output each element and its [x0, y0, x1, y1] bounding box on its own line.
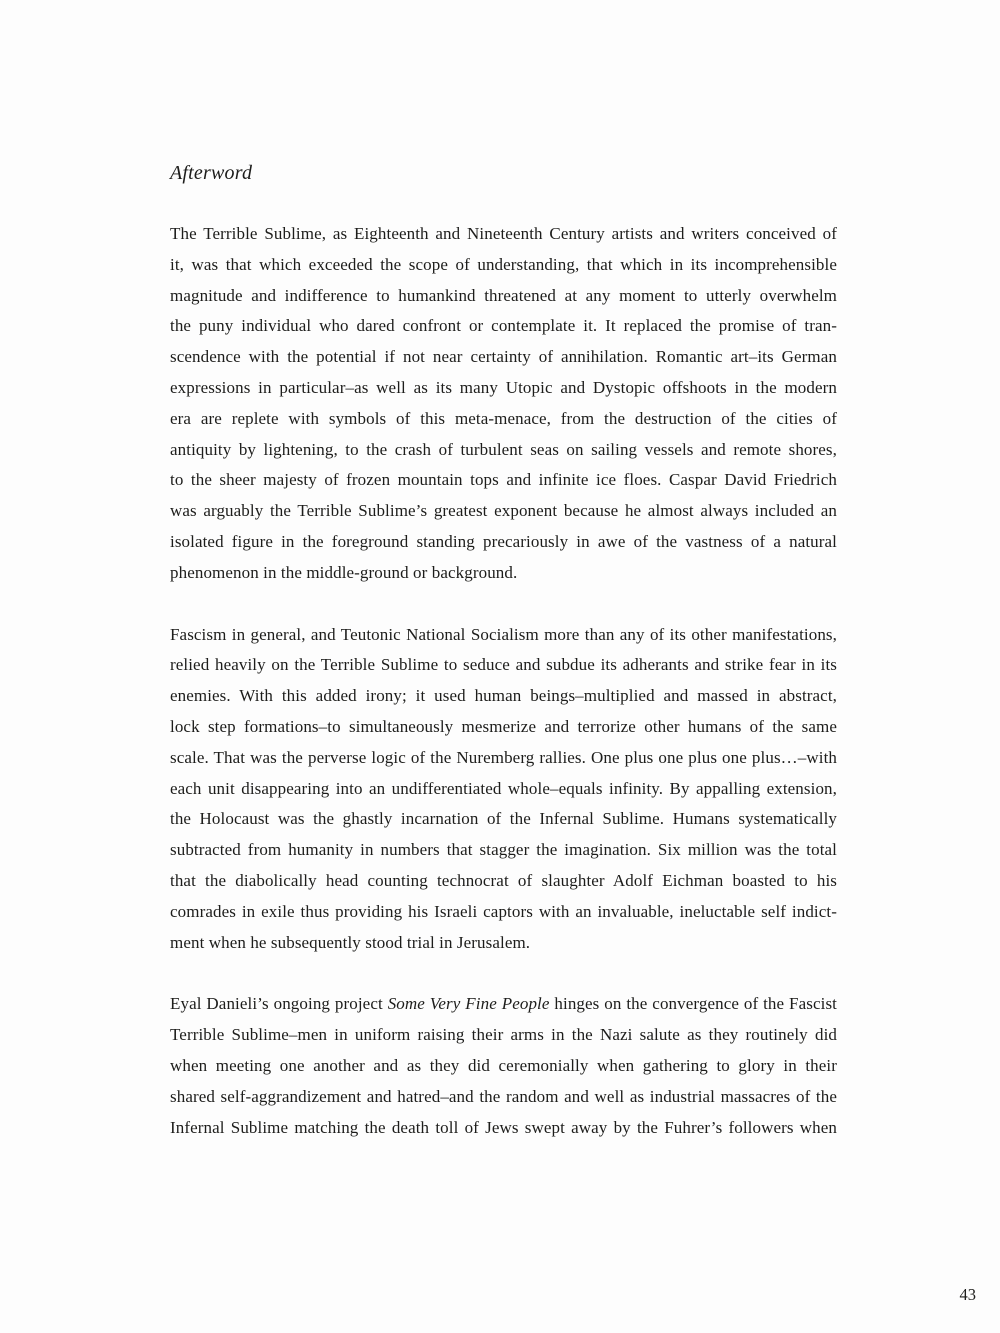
- text-line: enemies. With this added irony; it used human beings–multiplied and massed in abstract,: [170, 686, 837, 706]
- text-line: antiquity by lightening, to the crash of turbulent seas on sailing vessels and remote shores,: [170, 439, 837, 459]
- text-line: that the diabolically head counting technocrat of slaughter Adolf Eichman boasted to his: [170, 870, 837, 890]
- text-line: Terrible Sublime–men in uniform raising their arms in the Nazi salute as they routinely did: [170, 1025, 837, 1045]
- text-line: Eyal Danieli’s ongoing project Some Very Fine People hinges on the convergence of the Fascist: [170, 994, 837, 1014]
- text-line: Infernal Sublime matching the death toll of Jews swept away by the Fuhrer’s followers when: [170, 1117, 837, 1137]
- text-line: each unit disappearing into an undifferentiated whole–equals infinity. By appalling extension,: [170, 778, 837, 798]
- text-line: phenomenon in the middle-ground or background.: [170, 562, 518, 582]
- text-line: to the sheer majesty of frozen mountain tops and infinite ice floes. Caspar David Friedrich: [170, 470, 837, 490]
- paragraph: [170, 620, 837, 959]
- text-line: expressions in particular–as well as its many Utopic and Dystopic offshoots in the modern: [170, 377, 837, 397]
- paragraph: [170, 989, 837, 1143]
- text-line: subtracted from humanity in numbers that stagger the imagination. Six million was the total: [170, 840, 837, 860]
- text-line: ment when he subsequently stood trial in Jerusalem.: [170, 932, 531, 952]
- text-line: scendence with the potential if not near certainty of annihilation. Romantic art–its German: [170, 347, 837, 367]
- text-line: when meeting one another and as they did ceremonially when gathering to glory in their: [170, 1055, 837, 1075]
- text-line: Fascism in general, and Teutonic National Socialism more than any of its other manifestations,: [170, 624, 837, 644]
- text-line: comrades in exile thus providing his Israeli captors with an invaluable, ineluctable self indict-: [170, 901, 837, 921]
- text-line: isolated figure in the foreground standing precariously in awe of the vastness of a natural: [170, 531, 837, 551]
- text-line: relied heavily on the Terrible Sublime to seduce and subdue its adherants and strike fear in its: [170, 655, 837, 675]
- italic-text: Some Very Fine People: [387, 994, 550, 1014]
- page-number: 43: [959, 1285, 976, 1304]
- text-line: lock step formations–to simultaneously mesmerize and terrorize other humans of the same: [170, 716, 837, 736]
- text-line: the Holocaust was the ghastly incarnation of the Infernal Sublime. Humans systematically: [170, 809, 837, 829]
- text-line: shared self-aggrandizement and hatred–and the random and well as industrial massacres of the: [170, 1086, 837, 1106]
- text-line: The Terrible Sublime, as Eighteenth and Nineteenth Century artists and writers conceived of: [170, 224, 837, 243]
- text-line: the puny individual who dared confront or contemplate it. It replaced the promise of tran-: [170, 316, 837, 336]
- text-line: era are replete with symbols of this meta-menace, from the destruction of the cities of: [170, 408, 837, 428]
- paragraph: [170, 219, 837, 589]
- body-text: [170, 219, 837, 1143]
- text-line: magnitude and indifference to humankind threatened at any moment to utterly overwhelm: [170, 285, 837, 305]
- text-line: it, was that which exceeded the scope of understanding, that which in its incomprehensible: [170, 254, 837, 274]
- page-title: Afterword: [170, 162, 253, 184]
- text-line: was arguably the Terrible Sublime’s greatest exponent because he almost always included an: [170, 501, 837, 521]
- text-line: scale. That was the perverse logic of the Nuremberg rallies. One plus one plus one plus…–with: [170, 747, 837, 767]
